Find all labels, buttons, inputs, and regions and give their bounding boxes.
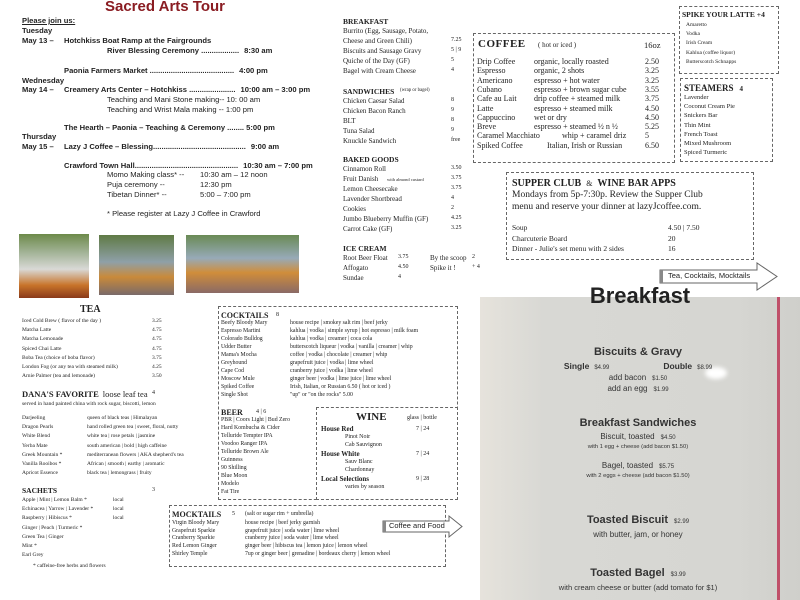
loose-tea-name: Vanilla Rooibos * bbox=[22, 461, 62, 467]
beer-item: Hard Kombucha & Cider bbox=[221, 425, 280, 431]
event-row bbox=[64, 85, 310, 94]
item-title: Toasted Bagel bbox=[590, 567, 665, 579]
tea-heading: TEA bbox=[80, 304, 101, 315]
mocktail-name: Cranberry Sparkie bbox=[172, 535, 215, 542]
event-time: 10:30 am – 7:00 pm bbox=[243, 161, 313, 170]
supper-heading-row bbox=[512, 178, 676, 189]
menu-item-price: 3.75 bbox=[451, 185, 462, 191]
item-price: $4.50 bbox=[660, 435, 676, 441]
sub-event-time: 5:00 – 7:00 pm bbox=[200, 190, 251, 199]
beer-item: Fat Tire bbox=[221, 489, 240, 495]
beer-price: 4 | 6 bbox=[256, 409, 267, 415]
board-row bbox=[480, 514, 796, 526]
item-title: Toasted Biscuit bbox=[586, 514, 669, 526]
beer-item: Modelo bbox=[221, 481, 240, 487]
tea-item-price: 3.25 bbox=[152, 318, 162, 324]
menu-item-price: 8 bbox=[451, 117, 454, 123]
coffee-item-price: 6.50 bbox=[645, 140, 659, 150]
item-price: $3.99 bbox=[670, 572, 686, 578]
mocktails-note: (salt or sugar rim + umbrella) bbox=[245, 511, 314, 517]
item-title: Breakfast Sandwiches bbox=[579, 417, 697, 429]
cocktail-name: Single Shot bbox=[221, 392, 248, 398]
arrow-label: Tea, Cocktails, Mocktails bbox=[668, 271, 751, 280]
day-label: Tuesday bbox=[22, 26, 53, 35]
item-title: Biscuits & Gravy bbox=[593, 346, 683, 358]
supper-item-price: 20 bbox=[668, 233, 676, 243]
wine-price: 7 | 24 bbox=[416, 451, 430, 457]
menu-item-name: Burrito (Egg, Sausage, Potato, bbox=[343, 27, 429, 35]
wine-price: 9 | 28 bbox=[416, 476, 430, 482]
beer-item: Voodoo Ranger IPA bbox=[221, 441, 268, 447]
ceremony-photo bbox=[186, 235, 299, 293]
breakfast-heading: BREAKFAST bbox=[343, 17, 389, 26]
menu-item-name: Lemon Cheesecake bbox=[343, 185, 398, 193]
spike-item: Amaretto bbox=[686, 22, 707, 28]
loose-tea-desc: mediterranean flowers | AKA shepherd's tea bbox=[87, 451, 184, 458]
board-heading: Breakfast bbox=[589, 283, 691, 308]
coffee-item-price: 5 bbox=[645, 131, 649, 141]
cocktail-name: Moscow Mule bbox=[221, 376, 255, 382]
tea-item-price: 4.75 bbox=[152, 345, 162, 352]
loose-tea-desc: African | smooth | earthy | aromatic bbox=[87, 461, 165, 467]
menu-item-name: Fruit Danish bbox=[343, 175, 379, 183]
cocktail-name: Cape Cod bbox=[221, 368, 245, 374]
item-option: Bagel, toasted bbox=[601, 461, 654, 470]
menu-item-price: 4 bbox=[451, 195, 454, 201]
cocktail-desc: house recipe | smokey salt rim | beef jerky bbox=[290, 320, 388, 326]
cocktail-name: Colorado Bulldog bbox=[221, 336, 263, 342]
menu-item-name: Biscuits and Sausage Gravy bbox=[343, 47, 422, 55]
coffee-item-name: Espresso bbox=[477, 66, 506, 76]
supper-desc: menu and reserve your dinner at lazyJcoffee.com. bbox=[512, 202, 702, 212]
join-heading: Please join us: bbox=[22, 16, 76, 25]
item-option: Single bbox=[563, 361, 590, 371]
wine-group: House Red bbox=[321, 425, 354, 433]
tea-item-price: 3.75 bbox=[152, 354, 162, 361]
supper-heading-2: WINE BAR APPS bbox=[597, 178, 676, 189]
cocktails-heading: COCKTAILS bbox=[221, 311, 269, 320]
supper-desc: Mondays from 5p-7:30p. Review the Supper Club bbox=[512, 190, 703, 200]
board-row bbox=[480, 361, 796, 371]
steamers-heading-row bbox=[684, 83, 743, 93]
menu-item-price: 8 bbox=[451, 97, 454, 103]
sachet-tag: local bbox=[113, 506, 124, 513]
beer-item: Telluride Brown Ale bbox=[221, 449, 269, 455]
item-price: $2.99 bbox=[674, 519, 690, 525]
sub-event: Teaching and Wrist Mala making -- 1:00 pm bbox=[107, 105, 254, 114]
item-note: with cream cheese or butter (add tomato for $1) bbox=[558, 583, 718, 592]
sachet-name: Apple | Mint | Lemon Balm * bbox=[22, 497, 87, 503]
menu-item-name: Carrot Cake (GF) bbox=[343, 225, 393, 233]
mocktails-heading: MOCKTAILS bbox=[172, 510, 222, 519]
spike-heading: SPIKE YOUR LATTE +4 bbox=[682, 10, 765, 19]
sachet-name: Ginger | Peach | Turmeric * bbox=[22, 524, 83, 531]
menu-item-name: By the scoop bbox=[430, 254, 467, 262]
menu-item-name: Cheese and Green Chili) bbox=[343, 37, 413, 45]
day-label: Wednesday bbox=[22, 76, 65, 85]
steamer-item: French Toast bbox=[684, 130, 718, 138]
coffee-item-desc: espresso + hot water bbox=[534, 75, 600, 85]
wine-item: Sauv Blanc bbox=[345, 459, 373, 465]
baked-heading: BAKED GOODS bbox=[343, 155, 399, 164]
wine-item: Cab Sauvignon bbox=[345, 442, 382, 448]
wine-item: Pinot Noir bbox=[345, 434, 371, 440]
ceremony-photo bbox=[19, 234, 89, 298]
steamer-item: Lavender bbox=[684, 94, 709, 101]
sub-event: Puja ceremony -- bbox=[107, 180, 165, 189]
menu-item-name: Quiche of the Day (GF) bbox=[343, 57, 410, 65]
sachet-name: Raspberry | Hibiscus * bbox=[22, 515, 72, 522]
item-note: with 2 eggs + cheese (add bacon $1.50) bbox=[586, 473, 690, 479]
menu-item-price: 3.50 bbox=[451, 165, 462, 171]
loose-tea-desc: south american | bold | high caffeine bbox=[87, 442, 167, 449]
item-addon: add an egg bbox=[607, 384, 648, 393]
spike-item: Butterscotch Schnapps bbox=[686, 58, 737, 65]
tea-footnote: * caffeine-free herbs and flowers bbox=[33, 563, 106, 569]
steamers-heading: STEAMERS bbox=[684, 83, 734, 93]
tea-item-name: Spiced Chai Latte bbox=[22, 345, 62, 352]
coffee-item-price: 4.50 bbox=[645, 112, 659, 122]
spike-item: Vodka bbox=[686, 31, 700, 38]
event-time: 9:00 am bbox=[250, 142, 280, 151]
wine-price: 7 | 24 bbox=[416, 426, 430, 432]
beer-item: 90 Shilling bbox=[221, 465, 247, 471]
event-row bbox=[64, 142, 279, 151]
menu-item-price: 7.25 bbox=[451, 37, 462, 43]
sachets-price: 3 bbox=[152, 487, 155, 493]
coffee-item-desc: espresso + steamed milk bbox=[534, 103, 613, 113]
menu-item-price: 5 bbox=[451, 57, 454, 63]
loose-tea-name: Yerba Mate bbox=[22, 442, 48, 449]
event-name: River Blessing Ceremony .................. bbox=[107, 46, 240, 55]
beer-item: Guinness bbox=[221, 457, 243, 463]
loose-tea-name: Darjeeling bbox=[22, 415, 46, 421]
beer-item: Telluride Tempter IPA bbox=[221, 433, 273, 439]
next-page-arrow-food[interactable] bbox=[382, 515, 464, 538]
mocktail-desc: house recipe | beef jerky garnish bbox=[245, 520, 321, 526]
date-label: May 15 – bbox=[22, 142, 54, 151]
date-label: May 13 – bbox=[22, 36, 54, 45]
sachets-heading: SACHETS bbox=[22, 486, 58, 495]
menu-item-name: Root Beer Float bbox=[343, 254, 388, 262]
cocktail-name: Beefy Bloody Mary bbox=[221, 320, 268, 326]
supper-amp: & bbox=[586, 179, 593, 188]
ice_cream-heading: ICE CREAM bbox=[343, 244, 387, 253]
dana-heading-row bbox=[22, 389, 148, 399]
cocktails-price: 8 bbox=[276, 312, 279, 318]
cocktail-name: Udder Butter bbox=[221, 344, 252, 350]
coffee-item-name: Spiked Coffee bbox=[477, 140, 523, 150]
steamer-item: Thin Mint bbox=[684, 121, 711, 129]
coffee-item-desc: espresso + brown sugar cube bbox=[534, 84, 627, 94]
sub-event-time: 12:30 pm bbox=[200, 180, 232, 189]
register-note: * Please register at Lazy J Coffee in Crawford bbox=[107, 209, 261, 218]
coffee-item-price: 5.25 bbox=[645, 122, 659, 132]
menu-item-price: 4.25 bbox=[451, 215, 462, 221]
cocktail-desc: "up" or "on the rocks" 5.00 bbox=[290, 392, 353, 398]
mocktail-desc: 7up or ginger beer | grenadine | bordeaux cherry | lemon wheel bbox=[245, 550, 391, 557]
sandwiches-heading: SANDWICHES bbox=[343, 87, 395, 96]
sub-event-time: 10:30 am – 12 noon bbox=[200, 170, 268, 179]
beer-heading: BEER bbox=[221, 408, 243, 417]
event-name: Hotchkiss Boat Ramp at the Fairgrounds bbox=[64, 36, 212, 45]
loose-tea-name: Dragon Pearls bbox=[22, 424, 54, 431]
menu-item-price: 4 bbox=[451, 67, 454, 73]
coffee-item-name: Drip Coffee bbox=[477, 57, 516, 66]
tea-item-name: Matcha Latte bbox=[22, 327, 52, 334]
board-row bbox=[480, 461, 796, 470]
menu-item-note: with almond custard bbox=[387, 176, 424, 182]
menu-item-price: 2 bbox=[472, 254, 475, 260]
mocktails-price: 5 bbox=[232, 511, 235, 517]
loose-tea-name: Apricot Essence bbox=[22, 470, 58, 477]
menu-item-name: Lavender Shortbread bbox=[343, 195, 402, 203]
loose-tea-desc: queen of black teas | Himalayan bbox=[87, 415, 158, 421]
ceremony-photo bbox=[99, 235, 174, 295]
cocktail-desc: kahlua | vodka | creamer | coca cola bbox=[290, 336, 373, 342]
item-note: with butter, jam, or honey bbox=[593, 530, 683, 539]
cocktail-desc: coffee | vodka | chocolate | creamer | whip bbox=[290, 352, 388, 358]
item-price: $8.99 bbox=[697, 365, 713, 371]
coffee-item-price: 2.50 bbox=[645, 57, 659, 66]
item-price: $5.75 bbox=[659, 464, 675, 470]
event-time: 8:30 am bbox=[244, 46, 273, 55]
menu-item-price: + 4 bbox=[472, 264, 480, 270]
coffee-item-desc: whip + caramel driz bbox=[562, 131, 627, 141]
menu-item-name: Sundae bbox=[343, 274, 364, 282]
menu-item-name: BLT bbox=[343, 117, 356, 125]
coffee-item-desc: organic, 2 shots bbox=[534, 66, 585, 76]
event-name: The Hearth – Paonia – Teaching & Ceremony ........ 5:00 pm bbox=[64, 123, 275, 132]
sub-event: Momo Making class* -- bbox=[107, 170, 185, 179]
event-time: 10:00 am – 3:00 pm bbox=[240, 85, 311, 94]
coffee-item-name: Latte bbox=[477, 103, 494, 113]
menu-item-price: 3.75 bbox=[398, 254, 409, 260]
supper-heading: SUPPER CLUB bbox=[512, 178, 582, 189]
tea-item-name: Boba Tea (choice of boba flavor) bbox=[22, 354, 95, 361]
menu-item-price: 9 bbox=[451, 127, 454, 133]
beer-item: Blue Moon bbox=[221, 473, 248, 479]
event-time: 4:00 pm bbox=[239, 66, 268, 75]
cocktail-desc: ginger beer | vodka | lime juice | lime wheel bbox=[290, 376, 392, 382]
cocktail-name: Spiked Coffee bbox=[221, 384, 255, 390]
menu-item-price: 5 | 9 bbox=[451, 47, 462, 53]
menu-item-name: Cookies bbox=[343, 205, 366, 213]
menu-item-price: 3.75 bbox=[451, 175, 462, 181]
menu-item-price: 2 bbox=[451, 205, 454, 211]
event-name: Crawford Town Hall................................................. bbox=[64, 161, 239, 170]
wine-item: varies by season bbox=[345, 484, 385, 490]
menu-item-price: 9 bbox=[451, 107, 454, 113]
sachet-name: Green Tea | Ginger bbox=[22, 533, 64, 540]
board-row bbox=[480, 567, 796, 579]
supper-item-name: Soup bbox=[512, 223, 528, 232]
wine-heading: WINE bbox=[356, 411, 387, 423]
menu-item-name: Chicken Caesar Salad bbox=[343, 97, 405, 105]
sachet-tag: local bbox=[113, 515, 124, 522]
menu-item-price: free bbox=[451, 137, 461, 143]
item-option: Double bbox=[663, 361, 693, 371]
coffee-item-desc: drip coffee + steamed milk bbox=[534, 94, 621, 104]
menu-item-price: 3.25 bbox=[451, 225, 462, 231]
supper-item-name: Dinner - Julie's set menu with 2 sides bbox=[512, 244, 624, 253]
tea-item-price: 4.75 bbox=[152, 327, 162, 334]
coffee-item-desc: Italian, Irish or Russian bbox=[547, 140, 623, 150]
coffee-item-price: 3.55 bbox=[645, 84, 659, 94]
cocktail-desc: Irish, Italian, or Russian 6.50 ( hot or iced ) bbox=[290, 384, 391, 390]
menu-item-name: Jumbo Blueberry Muffin (GF) bbox=[343, 215, 429, 223]
item-price: $1.50 bbox=[652, 376, 668, 382]
coffee-item-price: 3.75 bbox=[645, 94, 659, 104]
coffee-item-name: Cubano bbox=[477, 84, 502, 94]
tea-item-name: Iced Cold Brew ( flavor of the day ) bbox=[22, 318, 102, 324]
tea-item-price: 4.25 bbox=[152, 364, 162, 370]
menu-item-name: Bagel with Cream Cheese bbox=[343, 67, 416, 75]
flyer-title: Sacred Arts Tour bbox=[104, 0, 226, 15]
menu-item-price: 4 bbox=[398, 274, 401, 280]
coffee-item-name: Americano bbox=[477, 75, 513, 85]
steamers-price: 4 bbox=[739, 85, 744, 93]
item-addon: add bacon bbox=[608, 373, 647, 382]
event-name: Paonia Farmers Market ........................................ bbox=[64, 66, 235, 75]
item-option: Biscuit, toasted bbox=[600, 432, 655, 441]
beer-item: PBR | Coors Light | Bud Zero bbox=[221, 417, 290, 423]
wine-group: House White bbox=[321, 450, 360, 458]
coffee-item-price: 3.25 bbox=[645, 75, 659, 85]
tea-item-name: Matcha Lemonade bbox=[22, 336, 64, 343]
coffee-item-desc: espresso + steamed ½ n ½ bbox=[534, 122, 618, 132]
coffee-item-name: Caramel Macchiato bbox=[477, 131, 540, 141]
dana-price: 4 bbox=[152, 390, 155, 396]
steamer-item: Mixed Mushroom bbox=[684, 140, 732, 147]
mocktail-name: Grapefruit Sparkie bbox=[172, 527, 216, 534]
dana-note: served in hand painted china with rock sugar, biscotti, lemon bbox=[22, 401, 156, 407]
menu-item-price: 4.50 bbox=[398, 264, 409, 270]
wine-cols: glass | bottle bbox=[407, 415, 437, 421]
dana-heading: DANA'S FAVORITE bbox=[22, 389, 99, 399]
wine-group: Local Selections bbox=[321, 475, 370, 483]
tea-item-price: 3.50 bbox=[152, 373, 162, 380]
breakfast-board-photo bbox=[480, 283, 800, 600]
tea-item-price: 4.75 bbox=[152, 336, 162, 343]
supper-item-name: Charcuterie Board bbox=[512, 233, 568, 243]
date-label: May 14 – bbox=[22, 85, 54, 94]
sachet-tag: local bbox=[113, 497, 124, 503]
arrow-label: Coffee and Food bbox=[389, 521, 445, 530]
cocktail-desc: kahlua | vodka | simple syrup | hot espresso | milk foam bbox=[290, 328, 419, 334]
wine-item: Chardonnay bbox=[345, 467, 375, 473]
coffee-item-name: Cafe au Lait bbox=[477, 94, 517, 104]
sachet-name: Earl Grey bbox=[22, 552, 44, 559]
tea-item-name: Arnie Palmer (tea and lemonade) bbox=[22, 373, 95, 380]
coffee-size: 16oz bbox=[644, 40, 661, 50]
loose-tea-desc: white tea | rose petals | jasmine bbox=[87, 433, 156, 440]
event-name: Lazy J Coffee – Blessing............................................ bbox=[64, 142, 246, 151]
loose-tea-name: Greek Mountain * bbox=[22, 451, 63, 458]
steamer-item: Spiced Turmeric bbox=[684, 149, 728, 157]
steamer-item: Snickers Bar bbox=[684, 112, 718, 120]
item-price: $4.99 bbox=[594, 365, 610, 371]
sub-event: Tibetan Dinner* -- bbox=[107, 190, 167, 199]
spike-item: Kahlua (coffee liquor) bbox=[686, 49, 736, 56]
tea-item-name: London Fog (or any tea with steamed milk) bbox=[22, 364, 118, 370]
coffee-item-name: Cappuccino bbox=[477, 112, 516, 122]
menu-item-name: Affogato bbox=[343, 264, 369, 272]
loose-tea-desc: black tea | lemongrass | fruity bbox=[87, 470, 152, 477]
mocktail-desc: cranberry juice | soda water | lime wheel bbox=[245, 535, 339, 542]
cocktail-name: Greyhound bbox=[221, 360, 248, 366]
menu-item-name: Spike it ! bbox=[430, 264, 456, 272]
menu-item-name: Cinnamon Roll bbox=[343, 165, 386, 173]
mocktail-name: Shirley Temple bbox=[172, 550, 208, 557]
board-row bbox=[480, 432, 796, 441]
mocktail-name: Red Lemon Ginger bbox=[172, 543, 217, 550]
event-row bbox=[64, 161, 313, 170]
dana-sub: loose leaf tea bbox=[102, 389, 148, 399]
cocktail-desc: butterscotch liqueur | vodka | vanilla | creamer | whip bbox=[290, 344, 413, 350]
cocktail-desc: grapefruit juice | vodka | lime wheel bbox=[290, 360, 374, 366]
day-label: Thursday bbox=[22, 132, 57, 141]
item-price: $1.99 bbox=[653, 387, 669, 393]
board-row bbox=[480, 384, 796, 393]
event-row bbox=[107, 46, 272, 55]
cocktail-name: Mama's Mocha bbox=[221, 352, 257, 358]
loose-tea-desc: hand rolled green tea | sweet, floral, nutty bbox=[87, 424, 179, 431]
supper-item-price: 16 bbox=[668, 244, 676, 253]
menu-item-name: Tuna Salad bbox=[343, 127, 375, 135]
menu-item-name: Knuckle Sandwich bbox=[343, 137, 397, 145]
cocktail-desc: cranberry juice | vodka | lime wheel bbox=[290, 368, 373, 374]
spike-item: Irish Cream bbox=[686, 40, 713, 47]
sachet-name: Mint * bbox=[22, 543, 37, 549]
cocktail-name: Espresso Martini bbox=[221, 328, 261, 334]
coffee-note: ( hot or iced ) bbox=[538, 41, 577, 49]
menu-item-name: Chicken Bacon Ranch bbox=[343, 107, 406, 115]
item-note: with 1 egg + cheese (add bacon $1.50) bbox=[587, 444, 689, 450]
coffee-item-desc: organic, locally roasted bbox=[534, 57, 609, 66]
event-name: Creamery Arts Center – Hotchkiss ...................... bbox=[64, 85, 236, 94]
sachet-name: Echinacea | Yarrow | Lavender * bbox=[22, 506, 94, 513]
coffee-item-price: 4.50 bbox=[645, 103, 659, 113]
steamer-item: Coconut Cream Pie bbox=[684, 103, 735, 111]
mocktail-desc: ginger beer | hibiscus tea | lemon juice | lemon wheel bbox=[245, 543, 368, 550]
mocktail-name: Virgin Bloody Mary bbox=[172, 520, 220, 526]
supper-item-price: 4.50 | 7.50 bbox=[668, 223, 700, 232]
coffee-item-desc: wet or dry bbox=[534, 112, 567, 122]
event-row bbox=[64, 66, 268, 75]
coffee-item-price: 3.25 bbox=[645, 66, 659, 76]
sandwiches-note: (wrap or bagel) bbox=[400, 88, 430, 93]
mocktail-desc: grapefruit juice | soda water | lime wheel bbox=[245, 527, 340, 534]
sub-event: Teaching and Mani Stone making-- 10: 00 am bbox=[107, 95, 261, 104]
board-row bbox=[480, 373, 796, 382]
loose-tea-name: White Blend bbox=[22, 433, 50, 440]
coffee-heading: COFFEE bbox=[478, 38, 526, 50]
coffee-item-name: Breve bbox=[477, 122, 497, 132]
